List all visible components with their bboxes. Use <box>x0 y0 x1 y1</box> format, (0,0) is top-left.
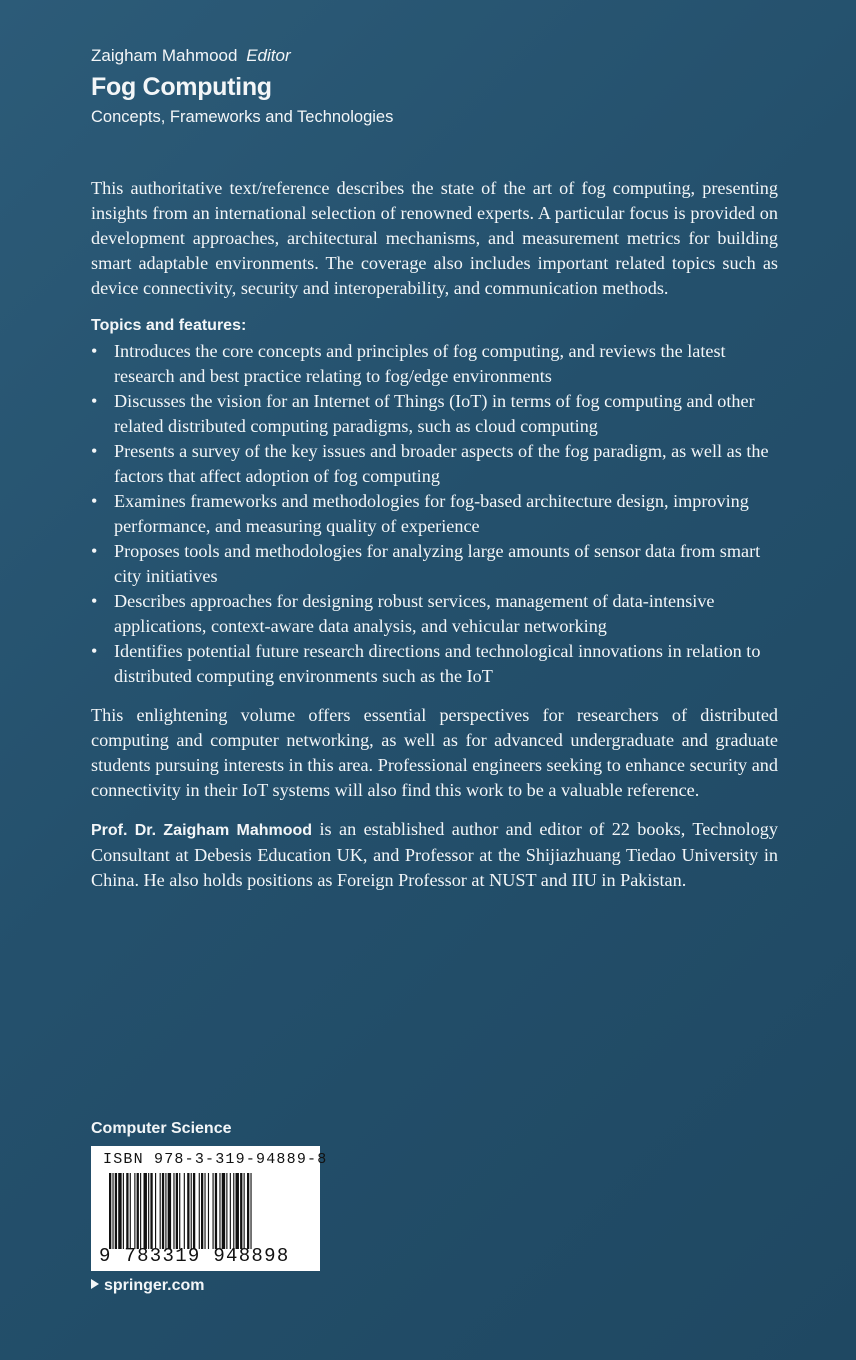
bullet-icon: • <box>91 541 98 561</box>
barcode-bar <box>222 1173 225 1249</box>
bullet-icon: • <box>91 341 98 361</box>
feature-text: Discusses the vision for an Internet of Things (IoT) in terms of fog computing and other related distributed computing paradigms, such as cloud computing <box>114 391 755 436</box>
feature-item <box>91 439 778 489</box>
barcode-digits: 9 783319 948898 <box>99 1245 290 1267</box>
barcode-bar <box>208 1173 209 1249</box>
barcode-bar <box>236 1173 239 1249</box>
barcode-bar <box>215 1173 217 1249</box>
barcode-bar <box>118 1173 121 1249</box>
author-bio <box>91 817 778 893</box>
bullet-icon: • <box>91 491 98 511</box>
barcode-bar <box>112 1173 113 1249</box>
barcode-bar <box>150 1173 152 1249</box>
feature-item <box>91 589 778 639</box>
isbn-barcode <box>91 1146 328 1271</box>
feature-text: Introduces the core concepts and principles of fog computing, and reviews the latest research and best practice relating to fog/edge environments <box>114 341 726 386</box>
feature-item <box>91 339 778 389</box>
barcode-bar <box>168 1173 171 1249</box>
bullet-icon: • <box>91 441 98 461</box>
barcode-bar <box>193 1173 195 1249</box>
feature-item <box>91 639 778 689</box>
barcode-bar <box>184 1173 185 1249</box>
bullet-icon: • <box>91 391 98 411</box>
isbn-label: ISBN 978-3-319-94889-8 <box>103 1151 328 1168</box>
feature-text: Describes approaches for designing robust services, management of data-intensive applications, context-aware data analysis, and vehicular networking <box>114 591 715 636</box>
barcode-bar <box>176 1173 178 1249</box>
barcode-bar <box>165 1173 166 1249</box>
barcode-bar <box>179 1173 180 1249</box>
barcode-bar <box>144 1173 147 1249</box>
barcode-bar <box>160 1173 161 1249</box>
arrow-right-icon <box>91 1279 99 1289</box>
website-url: springer.com <box>104 1277 205 1294</box>
bullet-icon: • <box>91 591 98 611</box>
features-list <box>91 339 778 689</box>
feature-item <box>91 389 778 439</box>
book-title: Fog Computing <box>91 73 272 101</box>
feature-text: Proposes tools and methodologies for analyzing large amounts of sensor data from smart city initiatives <box>114 541 761 586</box>
author-bio-name: Prof. Dr. Zaigham Mahmood <box>91 822 313 839</box>
barcode-bar <box>187 1173 189 1249</box>
barcode-bar <box>126 1173 128 1249</box>
feature-text: Examines frameworks and methodologies for fog-based architecture design, improving performance, and measuring quality of experience <box>114 491 749 536</box>
barcode-bar <box>230 1173 231 1249</box>
feature-item <box>91 489 778 539</box>
barcode-bar <box>109 1173 111 1249</box>
barcode-bar <box>123 1173 124 1249</box>
subject-category: Computer Science <box>91 1120 232 1137</box>
barcode-bar <box>140 1173 141 1249</box>
barcode-bar <box>173 1173 174 1249</box>
barcode-bar <box>250 1173 251 1249</box>
barcode-bar <box>155 1173 156 1249</box>
topics-heading: Topics and features: <box>91 317 247 334</box>
barcode-bar <box>199 1173 200 1249</box>
blurb-content <box>91 176 778 907</box>
barcode-bar <box>148 1173 149 1249</box>
barcode-bar <box>191 1173 192 1249</box>
barcode-bar <box>134 1173 135 1249</box>
barcode-bar <box>162 1173 164 1249</box>
closing-paragraph: This enlightening volume offers essential perspectives for researchers of distributed computing and computer networking, as well as for advanced undergraduate and graduate students pursuing interests in this area. Professional engineers seeking to enhance security and connectivity in their IoT systems will also find this work to be a valuable reference. <box>91 705 778 800</box>
author-bio-text: is an established author and editor of 22 books, Technology Consultant at Debesis Education UK, and Professor at the Shijiazhuang Tiedao University in China. He also holds positions as Foreign Professor at NUST and IIU in Pakistan. <box>91 819 778 890</box>
barcode-bar <box>137 1173 139 1249</box>
book-subtitle: Concepts, Frameworks and Technologies <box>91 108 394 126</box>
barcode-bar <box>213 1173 214 1249</box>
feature-text: Identifies potential future research directions and technological innovations in relation to distributed computing environments such as the IoT <box>114 641 761 686</box>
description-paragraph: This authoritative text/reference describes the state of the art of fog computing, presenting insights from an international selection of renowned experts. A particular focus is provided on development approaches, architectural mechanisms, and measurement metrics for building smart adaptable environments. The coverage also includes important related topics such as device connectivity, security and interoperability, and communication methods. <box>91 178 778 298</box>
editor-role: Editor <box>246 46 291 65</box>
barcode-bar <box>130 1173 131 1249</box>
bullet-icon: • <box>91 641 98 661</box>
editor-name: Zaigham Mahmood <box>91 46 238 65</box>
editor-line <box>91 44 781 68</box>
website-link[interactable] <box>91 1275 204 1297</box>
barcode-bar <box>240 1173 242 1249</box>
barcode-bar <box>226 1173 227 1249</box>
barcode-bar <box>204 1173 205 1249</box>
barcode-bar <box>233 1173 234 1249</box>
feature-text: Presents a survey of the key issues and broader aspects of the fog paradigm, as well as the factors that affect adoption of fog computing <box>114 441 769 486</box>
barcode-bar <box>115 1173 117 1249</box>
barcode-bar <box>219 1173 220 1249</box>
cover-header <box>91 44 781 129</box>
barcode-bar <box>247 1173 249 1249</box>
barcode-bar <box>201 1173 203 1249</box>
feature-item <box>91 539 778 589</box>
barcode-bars <box>109 1173 307 1249</box>
barcode-bar <box>244 1173 245 1249</box>
